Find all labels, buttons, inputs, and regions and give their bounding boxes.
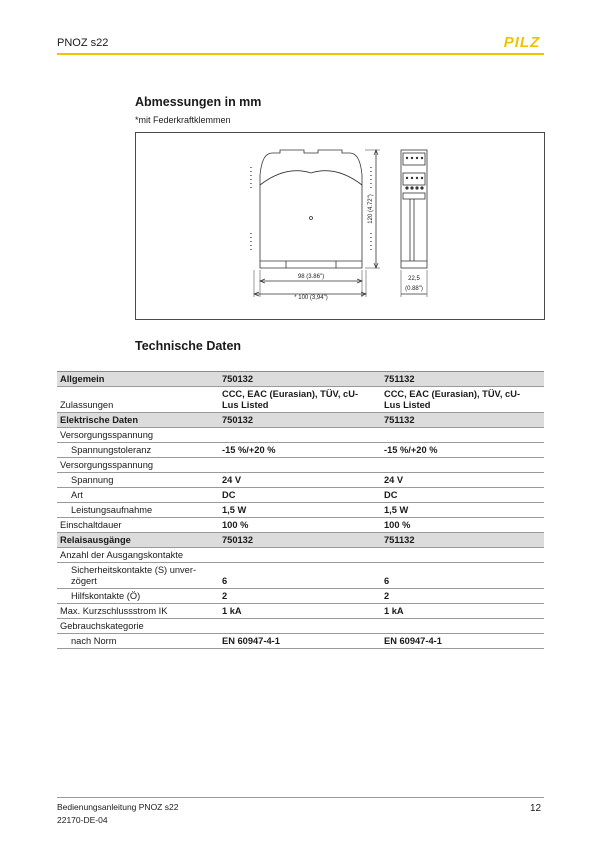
row-label: Gebrauchskategorie	[57, 619, 219, 634]
depth-value-label: 22,5	[408, 276, 420, 282]
dimension-drawing	[135, 132, 545, 320]
dimension-drawing-svg	[136, 133, 546, 321]
row-label: Elektrische Daten	[57, 413, 219, 428]
value-750132: CCC, EAC (Eurasian), TÜV, cU- Lus Listed	[219, 387, 381, 413]
pilz-logo	[500, 33, 544, 50]
side-view-outline	[260, 150, 362, 268]
value-751132	[381, 548, 544, 563]
value-751132: CCC, EAC (Eurasian), TÜV, cU- Lus Listed	[381, 387, 544, 413]
value-751132: 6	[381, 563, 544, 589]
table-row	[57, 548, 544, 563]
value-750132: 6	[219, 563, 381, 589]
row-label: Anzahl der Ausgangskontakte	[57, 548, 219, 563]
header-rule	[57, 53, 544, 55]
value-750132: 100 %	[219, 518, 381, 533]
dimensions-heading: Abmessungen in mm	[135, 95, 262, 109]
dimensions-note: *mit Federkraftklemmen	[135, 115, 231, 125]
value-751132	[381, 428, 544, 443]
footer-manual: Bedienungsanleitung PNOZ s22	[57, 802, 179, 812]
table-row	[57, 619, 544, 634]
row-label: Max. Kurzschlussstrom IK	[57, 604, 219, 619]
table-group-row	[57, 533, 544, 548]
value-750132: 750132	[219, 413, 381, 428]
table-row	[57, 443, 544, 458]
table-row	[57, 387, 544, 413]
table-row	[57, 604, 544, 619]
row-label: Sicherheitskontakte (S) unver- zögert	[57, 563, 219, 589]
row-label: Spannung	[57, 473, 219, 488]
table-group-row	[57, 413, 544, 428]
table-group-row	[57, 372, 544, 387]
table-row	[57, 518, 544, 533]
row-label: Art	[57, 488, 219, 503]
table-row	[57, 589, 544, 604]
value-751132: 751132	[381, 372, 544, 387]
value-750132	[219, 428, 381, 443]
value-750132	[219, 619, 381, 634]
table-row	[57, 488, 544, 503]
value-751132: 100 %	[381, 518, 544, 533]
value-751132: 751132	[381, 413, 544, 428]
width-outer-label: * 100 (3,94")	[294, 295, 328, 301]
side-view-shoulder	[260, 171, 362, 185]
row-label: Relaisausgänge	[57, 533, 219, 548]
table-row	[57, 634, 544, 649]
table-row	[57, 503, 544, 518]
value-750132	[219, 458, 381, 473]
logo-text: PILZ	[503, 34, 541, 50]
value-750132: -15 %/+20 %	[219, 443, 381, 458]
page-number: 12	[530, 803, 542, 814]
tech-data-table	[57, 371, 544, 649]
value-750132: 2	[219, 589, 381, 604]
table-row	[57, 428, 544, 443]
value-750132: 750132	[219, 533, 381, 548]
value-750132: 24 V	[219, 473, 381, 488]
footer-doc-number: 22170-DE-04	[57, 815, 108, 825]
value-751132	[381, 458, 544, 473]
value-751132: 24 V	[381, 473, 544, 488]
value-751132: 1 kA	[381, 604, 544, 619]
row-label: Einschaltdauer	[57, 518, 219, 533]
row-label: Zulassungen	[57, 387, 219, 413]
value-750132: EN 60947-4-1	[219, 634, 381, 649]
value-750132	[219, 548, 381, 563]
value-750132: DC	[219, 488, 381, 503]
row-label: Hilfskontakte (Ö)	[57, 589, 219, 604]
row-label: nach Norm	[57, 634, 219, 649]
value-751132: 1,5 W	[381, 503, 544, 518]
value-751132: -15 %/+20 %	[381, 443, 544, 458]
value-750132: 750132	[219, 372, 381, 387]
header-title: PNOZ s22	[57, 37, 109, 49]
value-751132: 2	[381, 589, 544, 604]
table-row	[57, 563, 544, 589]
row-label: Versorgungsspannung	[57, 458, 219, 473]
width-inner-label: 98 (3.86")	[297, 274, 325, 280]
value-750132: 1 kA	[219, 604, 381, 619]
depth-inch-label: (0.88")	[405, 286, 423, 292]
tech-heading: Technische Daten	[135, 339, 242, 353]
row-label: Versorgungsspannung	[57, 428, 219, 443]
value-750132: 1,5 W	[219, 503, 381, 518]
footer-rule	[57, 797, 544, 798]
table-row	[57, 458, 544, 473]
row-label: Allgemein	[57, 372, 219, 387]
table-row	[57, 473, 544, 488]
row-label: Spannungstoleranz	[57, 443, 219, 458]
value-751132: EN 60947-4-1	[381, 634, 544, 649]
row-label: Leistungsaufnahme	[57, 503, 219, 518]
value-751132: DC	[381, 488, 544, 503]
value-751132: 751132	[381, 533, 544, 548]
value-751132	[381, 619, 544, 634]
height-label: 120 (4.72")	[368, 194, 374, 224]
